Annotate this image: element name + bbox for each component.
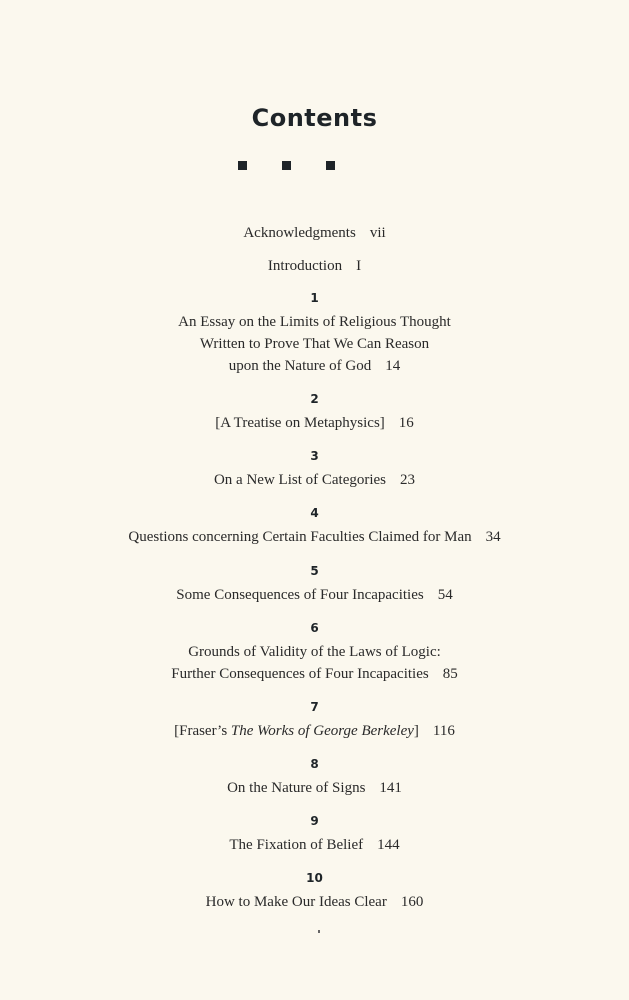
toc-entry-title-line: Written to Prove That We Can Reason: [199, 336, 430, 352]
entry-title-prefix: [Fraser’s: [174, 723, 231, 739]
entry-title: [A Treatise on Metaphysics]: [215, 415, 385, 431]
print-speck: [318, 930, 320, 933]
toc-entry-introduction: [0, 255, 629, 277]
chapter-number: 6: [310, 621, 319, 635]
entry-page: vii: [369, 225, 386, 241]
entry-title: Questions concerning Certain Faculties Claimed for Man: [128, 529, 472, 545]
entry-page: 116: [432, 723, 455, 739]
toc-entry: [0, 834, 629, 856]
toc-entry: [0, 584, 629, 606]
chapter-number: 2: [310, 392, 319, 406]
page-title: Contents: [251, 104, 378, 132]
chapter-number: 8: [310, 757, 319, 771]
toc-entry: [0, 720, 629, 742]
toc-entry-title-line: [0, 355, 629, 377]
toc-entry: [0, 777, 629, 799]
entry-page: 85: [442, 666, 458, 682]
ornament-square-icon: [326, 161, 335, 170]
toc-entry: [0, 891, 629, 913]
toc-entry-title-line: [0, 663, 629, 685]
chapter-number: 1: [310, 291, 319, 305]
ornament-square-icon: [238, 161, 247, 170]
entry-page: I: [356, 258, 362, 274]
chapter-number: 10: [306, 871, 323, 885]
entry-page: 54: [437, 587, 453, 603]
toc-entry-acknowledgments: [0, 222, 629, 244]
entry-title-suffix: ]: [413, 723, 419, 739]
chapter-number: 5: [310, 564, 319, 578]
toc-entry: [0, 412, 629, 434]
chapter-number: 7: [310, 700, 319, 714]
entry-title: On a New List of Categories: [213, 472, 387, 488]
toc-entry-title-line: An Essay on the Limits of Religious Thought: [178, 314, 451, 330]
entry-title: On the Nature of Signs: [227, 780, 366, 796]
ornament-square-icon: [282, 161, 291, 170]
entry-title-italic: The Works of George Berkeley: [230, 723, 414, 739]
entry-title: Acknowledgments: [243, 225, 356, 241]
entry-page: 34: [485, 529, 501, 545]
entry-page: 160: [400, 894, 424, 910]
entry-title: How to Make Our Ideas Clear: [205, 894, 387, 910]
entry-title: Introduction: [267, 258, 343, 274]
entry-title: Further Consequences of Four Incapacities: [171, 666, 429, 682]
chapter-number: 4: [310, 506, 319, 520]
entry-title: upon the Nature of God: [228, 358, 372, 374]
toc-entry: [0, 526, 629, 548]
entry-page: 16: [398, 415, 414, 431]
entry-page: 23: [400, 472, 416, 488]
entry-title: Some Consequences of Four Incapacities: [176, 587, 424, 603]
entry-page: 144: [377, 837, 400, 853]
entry-page: 141: [379, 780, 402, 796]
toc-entry: [0, 469, 629, 491]
chapter-number: 9: [310, 814, 319, 828]
entry-page: 14: [385, 358, 401, 374]
toc-entry-title-line: Grounds of Validity of the Laws of Logic:: [188, 644, 441, 660]
chapter-number: 3: [310, 449, 319, 463]
entry-title: The Fixation of Belief: [229, 837, 364, 853]
